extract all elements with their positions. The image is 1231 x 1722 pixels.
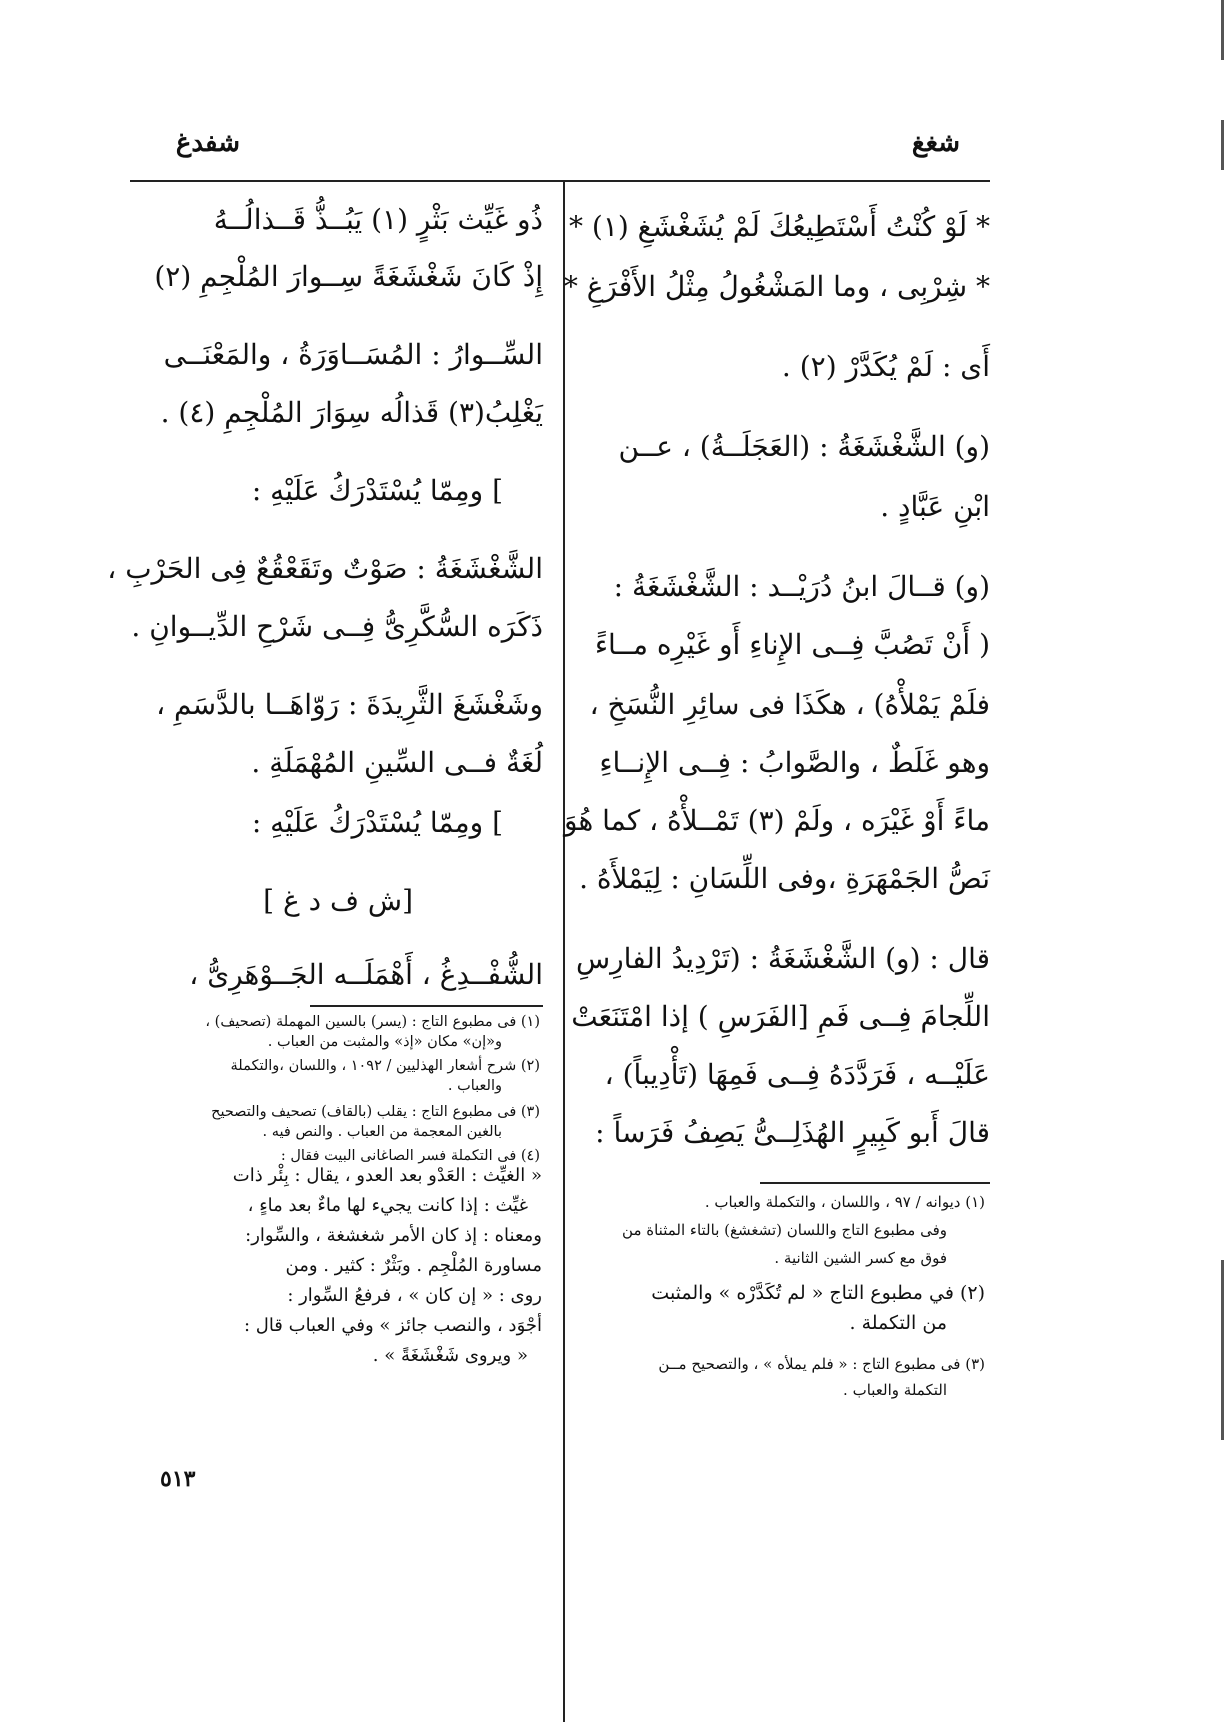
- scan-edge-mark: [1221, 0, 1224, 60]
- right-footnote-line-4: (٢) في مطبوع التاج « لم تُكَدَّرْه » والمثبت: [651, 1282, 985, 1304]
- right-column: [563, 195, 990, 1095]
- left-line-5: ] ومِمّا يُسْتَدْرَكُ عَلَيْهِ :: [251, 474, 503, 507]
- right-footnote-line-1: (١) ديوانه / ٩٧ ، واللسان ، والتكملة والعباب .: [704, 1193, 985, 1211]
- left-footnotes: [130, 1012, 540, 1182]
- header-right-word: شغغ: [911, 128, 960, 158]
- left-footnote-line-2: و«إن» مكان «إذ» والمثبت من العباب .: [267, 1034, 502, 1050]
- left-note-line-4: مساورة المُلْجِم . وبَثْرٌ : كثير . ومن: [285, 1255, 542, 1276]
- right-footnote-line-7: التكملة والعباب .: [843, 1381, 947, 1399]
- left-footnote-line-4: والعباب .: [447, 1078, 502, 1094]
- right-line-3: أَى : لَمْ يُكَدَّرْ (٢) .: [781, 350, 990, 383]
- right-line-8: فلَمْ يَمْلأْهُ) ، هكَذَا فى سائِرِ النُّسَخِ ،: [589, 688, 990, 721]
- left-footnote-line-5: (٣) فى مطبوع التاج : يقلب (بالقاف) تصحيف والتصحيح: [211, 1104, 540, 1120]
- left-note-line-2: غيِّث : إذا كانت يجيء لها ماءٌ بعد ماءٍ ،: [247, 1195, 528, 1216]
- left-note-line-7: « ويروى شَغْشَغَةً » .: [372, 1345, 528, 1366]
- right-line-4: (و) الشَّغْشَغَةُ : (العَجَلَــةُ) ، عــن: [618, 430, 990, 463]
- right-line-12: قال : (و) الشَّغْشَغَةُ : (تَرْدِيدُ الفارِسِ: [575, 942, 990, 975]
- header-rule: [130, 180, 990, 182]
- left-line-3: السِّــوارُ : المُسَــاوَرَةُ ، والمَعْنَــى: [163, 338, 543, 371]
- left-note-line-1: « الغيِّث : العَدْو بعد العدو ، يقال : بِئْر ذات: [232, 1165, 542, 1186]
- left-note-line-3: ومعناه : إذ كان الأمر شغشغة ، والسِّوار:: [245, 1225, 542, 1246]
- column-divider: [563, 182, 565, 1722]
- scan-edge-mark: [1221, 120, 1224, 170]
- left-line-10: ] ومِمّا يُسْتَدْرَكُ عَلَيْهِ :: [251, 806, 503, 839]
- right-footnote-line-6: (٣) فى مطبوع التاج : « فلم يملأه » ، والتصحيح مــن: [658, 1355, 985, 1373]
- right-footnote-line-2: وفى مطبوع التاج واللسان (تشغشغ) بالتاء المثناة من: [622, 1221, 947, 1239]
- right-column-cont: [585, 1113, 990, 1173]
- left-note-block: [130, 1162, 542, 1382]
- left-footnote-line-6: بالغين المعجمة من العباب . والنص فيه .: [262, 1124, 502, 1140]
- right-line-11: نَصُّ الجَمْهَرَةِ ،وفى اللِّسَانِ : لِيَمْلأَهُ .: [579, 862, 990, 895]
- left-line-2: إِذْ كَانَ شَغْشَغَةً سِــوارَ المُلْجِمِ (٢): [154, 260, 543, 293]
- left-column: [107, 195, 543, 1095]
- right-line-13: اللِّجامَ فِــى فَمِ [الفَرَسِ ) إذا امْتَنَعَتْ: [571, 1000, 990, 1033]
- right-line-7: ( أَنْ تَصُبَّ فِــى الإِناءِ أَو غَيْرِه مــاءً: [594, 628, 990, 661]
- right-line-2: * شِرْبِى ، وما المَشْغُولُ مِثْلُ الأَفْرَغِ *: [563, 270, 990, 303]
- right-footnote-line-5: من التكملة .: [849, 1312, 947, 1334]
- left-line-4: يَغْلِبُ(٣) قَذالُه سِوَارَ المُلْجِمِ (٤) .: [160, 396, 543, 429]
- left-footnote-line-7: (٤) فى التكملة فسر الصاغانى البيت فقال :: [280, 1148, 540, 1164]
- right-footnotes: [590, 1192, 985, 1412]
- right-line-10: ماءً أَوْ غَيْرَه ، ولَمْ (٣) تَمْــلأْهُ ، كما هُوَ: [563, 804, 990, 837]
- left-line-1: ذُو غَيِّث بَثْرٍ (١) يَبُــذُّ قَــذالُــهُ: [213, 203, 543, 236]
- page-number: ٥١٣: [160, 1466, 196, 1492]
- right-line-9: وهو غَلَطٌ ، والصَّوابُ : فِــى الإِنــاءِ: [599, 746, 990, 779]
- left-line-8: وشَغْشَغَ الثَّرِيدَةَ : رَوّاهَــا بالدَّسَمِ ،: [156, 688, 543, 721]
- right-line-5: ابْنِ عَبَّادٍ .: [880, 490, 990, 523]
- left-line-12: الشُّفْــدِغُ ، أَهْمَلَــه الجَــوْهَرِىُّ ،: [189, 958, 543, 991]
- left-note-line-6: أجْوَد ، والنصب جائز » وفي العباب قال :: [243, 1315, 542, 1336]
- left-line-6: الشَّغْشَغَةُ : صَوْتٌ وتَقَعْقُعٌ فِى الحَرْبِ ،: [107, 552, 543, 585]
- left-line-11: [ش ف د غ ]: [263, 884, 413, 917]
- header-left-word: شفدغ: [175, 128, 240, 158]
- right-line-15: قالَ أَبو كَبِيرٍ الهُذَلِــىُّ يَصِفُ فَرَساً :: [595, 1116, 990, 1149]
- right-line-14: عَلَيْــه ، فَرَدَّدَهُ فِــى فَمِهَا (تَأْدِيباً) ،: [604, 1058, 990, 1091]
- left-footnote-line-1: (١) فى مطبوع التاج : (يسر) بالسين المهملة (تصحيف) ،: [205, 1014, 540, 1030]
- left-line-7: ذَكَرَه السُّكَّرِىُّ فِــى شَرْحِ الدِّيــوانِ .: [131, 610, 543, 643]
- left-footnote-rule: [310, 1005, 543, 1007]
- left-footnote-line-3: (٢) شرح أشعار الهذليين / ١٠٩٢ ، واللسان ،والتكملة: [230, 1058, 540, 1074]
- right-line-6: (و) قــالَ ابنُ دُرَيْــد : الشَّغْشَغَةُ :: [613, 570, 990, 603]
- right-line-1: * لَوْ كُنْتُ أَسْتَطِيعُكَ لَمْ يُشَغْشَغِ (١) *: [568, 210, 990, 243]
- right-footnote-line-3: فوق مع كسر الشين الثانية .: [774, 1249, 947, 1267]
- scan-edge-mark: [1221, 1260, 1224, 1440]
- left-note-line-5: روى : « إن كان » ، فرفعُ السِّوار :: [287, 1285, 542, 1306]
- left-line-9: لُغَةٌ فــى السِّينِ المُهْمَلَةِ .: [251, 746, 543, 779]
- right-footnote-rule: [760, 1182, 990, 1184]
